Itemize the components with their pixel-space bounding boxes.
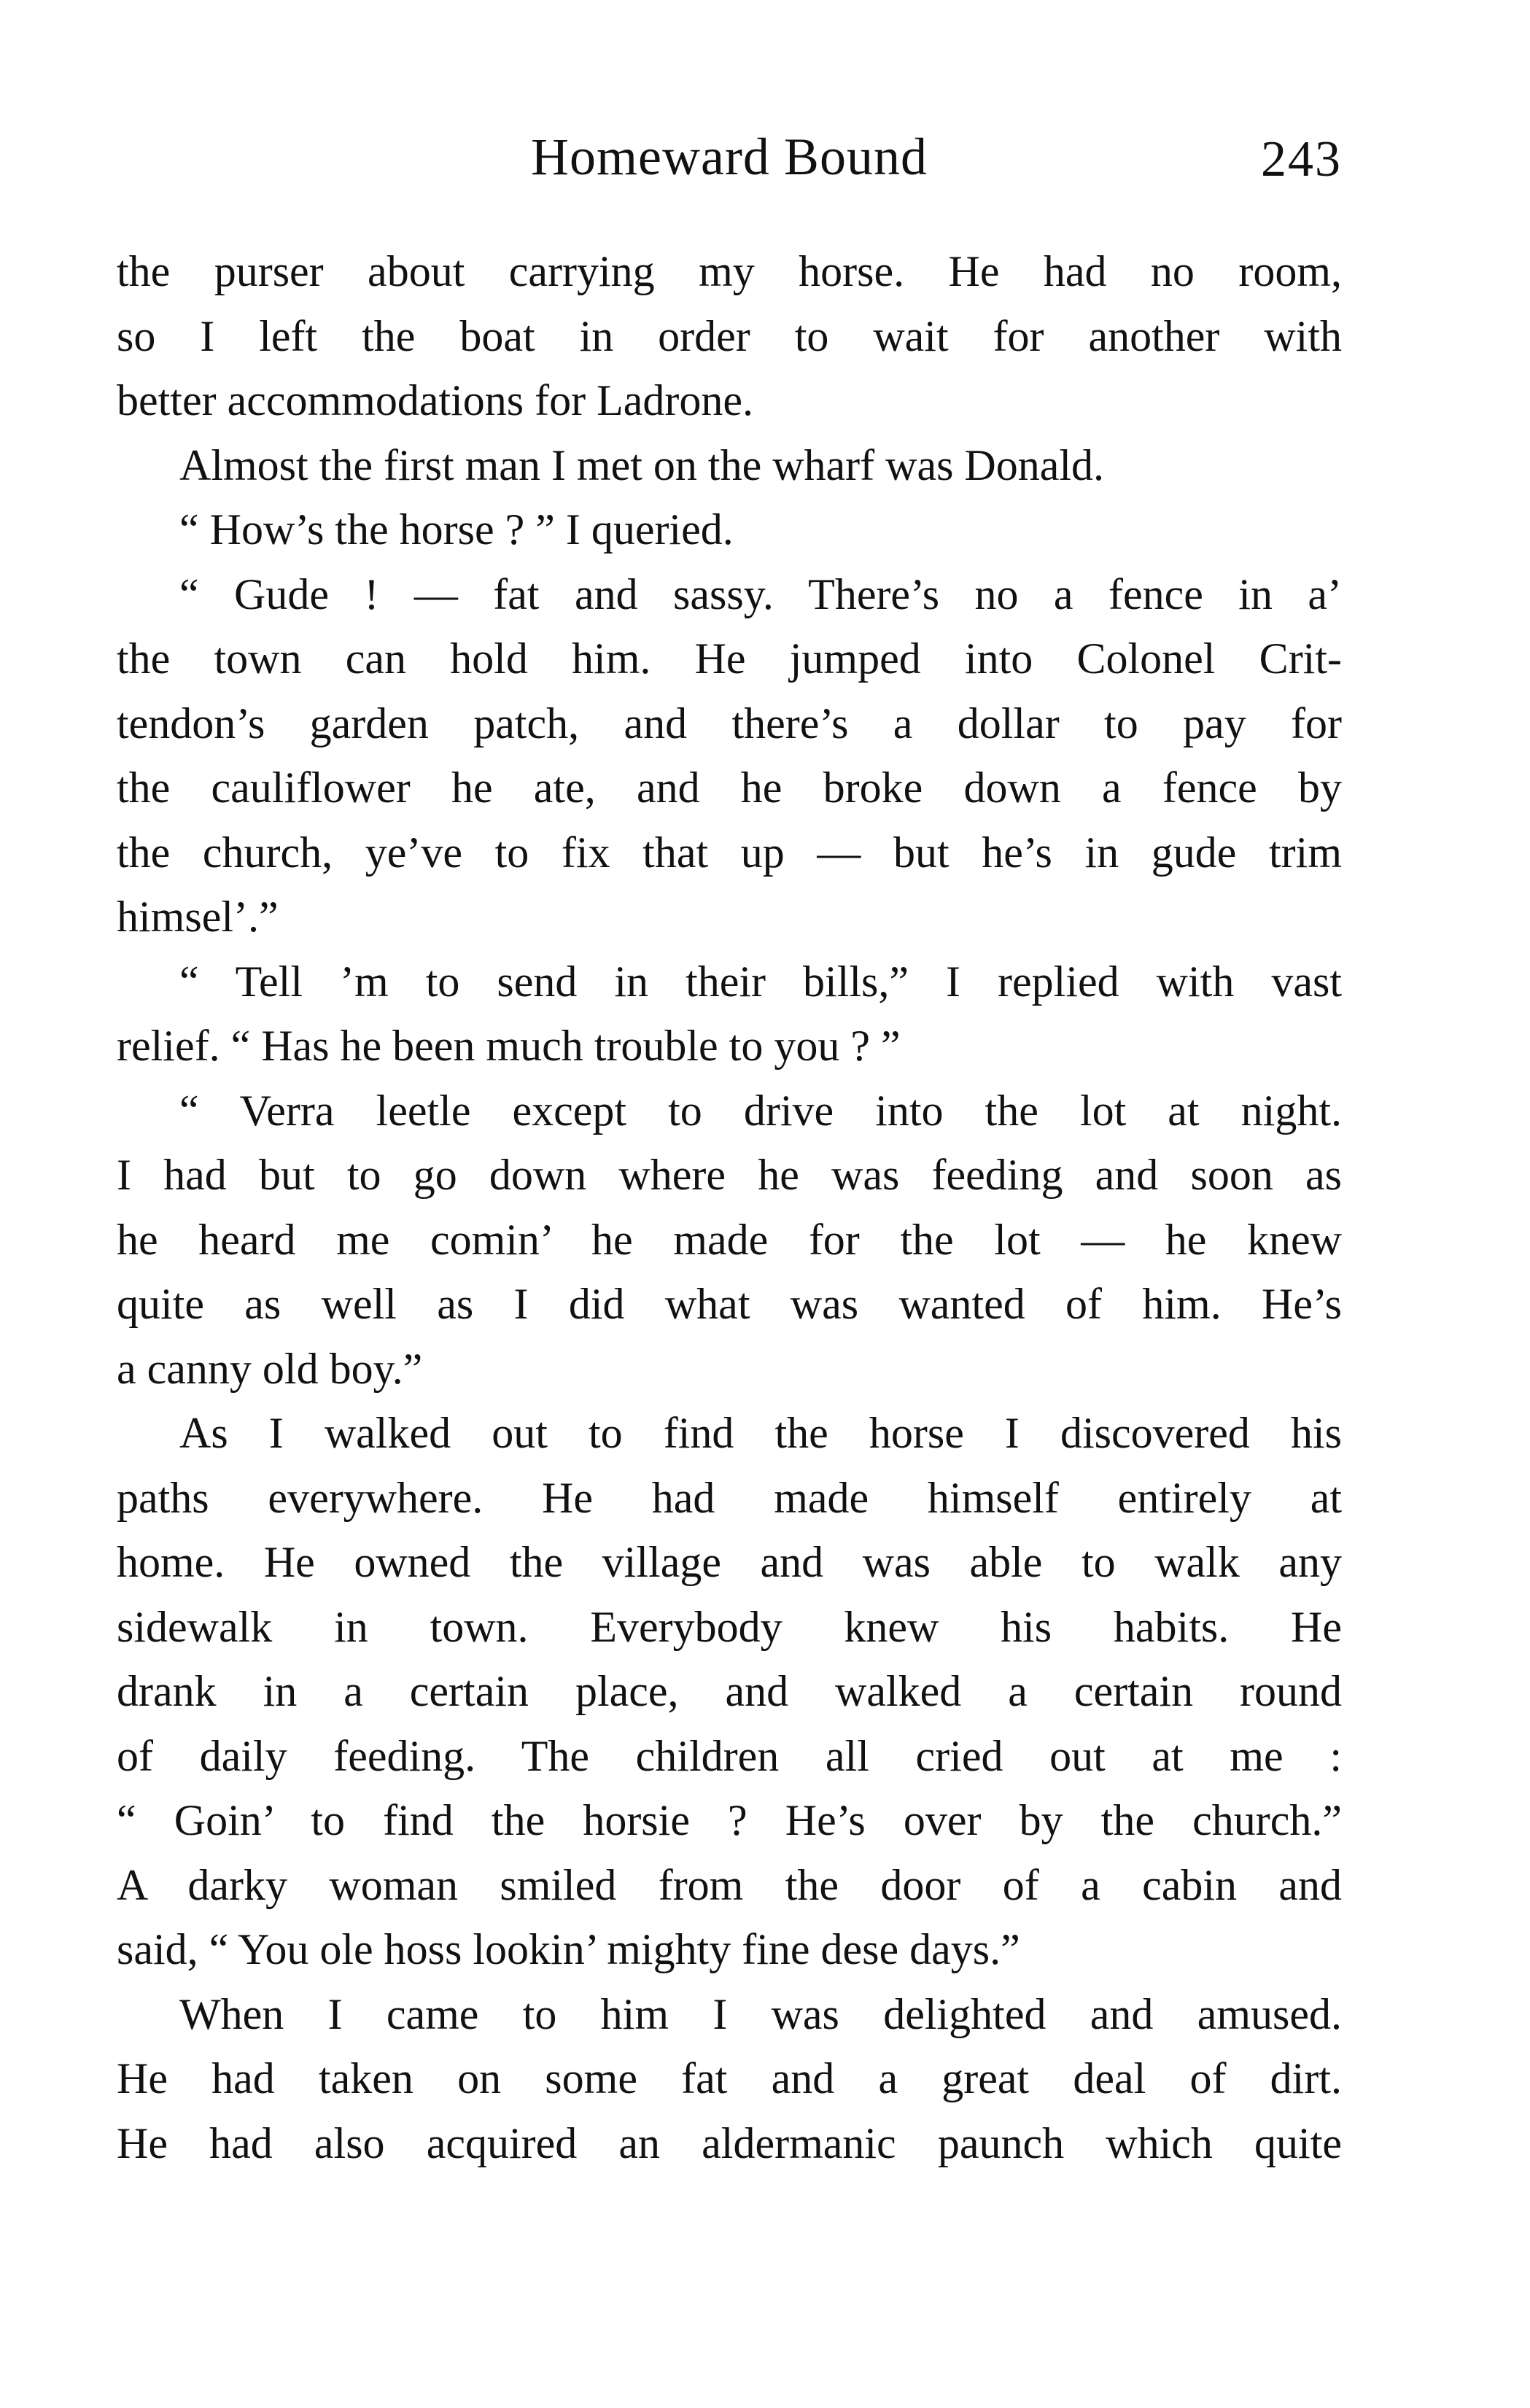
text-line: himsel’.” xyxy=(117,893,279,941)
text-line: the purser about carrying my horse. He had no room, xyxy=(117,247,1342,295)
text-line: He had also acquired an aldermanic paunch which quite xyxy=(117,2118,1342,2167)
page-number: 243 xyxy=(1261,131,1342,187)
text-line: paths everywhere. He had made himself entirely at xyxy=(117,1473,1342,1522)
text-line: Almost the first man I met on the wharf was Donald. xyxy=(179,440,1105,489)
text-line: the church, ye’ve to fix that up — but he’s in gude trim xyxy=(117,828,1342,877)
text-line: “ Goin’ to find the horsie ? He’s over by the church.” xyxy=(117,1796,1342,1844)
text-line: tendon’s garden patch, and there’s a dollar to pay for xyxy=(117,699,1342,747)
paragraph xyxy=(117,497,1342,562)
text-line: so I left the boat in order to wait for another with xyxy=(117,311,1342,360)
text-line: he heard me comin’ he made for the lot — he knew xyxy=(117,1215,1342,1264)
paragraph xyxy=(117,562,1342,949)
text-line: As I walked out to find the horse I discovered his xyxy=(179,1409,1342,1457)
text-line: “ Gude ! — fat and sassy. There’s no a fence in a’ xyxy=(179,570,1342,618)
text-line: the town can hold him. He jumped into Colonel Crit- xyxy=(117,634,1342,683)
text-line: said, “ You ole hoss lookin’ mighty fine dese days.” xyxy=(117,1925,1020,1973)
text-line: of daily feeding. The children all cried out at me : xyxy=(117,1731,1342,1780)
running-title: Homeward Bound xyxy=(531,128,928,186)
text-line: When I came to him I was delighted and amused. xyxy=(179,1989,1342,2038)
text-line: drank in a certain place, and walked a certain round xyxy=(117,1667,1342,1715)
text-line: quite as well as I did what was wanted of him. He’s xyxy=(117,1280,1342,1328)
text-line: a canny old boy.” xyxy=(117,1344,423,1393)
paragraph xyxy=(117,433,1342,498)
text-line: sidewalk in town. Everybody knew his habits. He xyxy=(117,1602,1342,1651)
text-line: “ How’s the horse ? ” I queried. xyxy=(179,505,734,554)
text-line: home. He owned the village and was able to walk any xyxy=(117,1538,1342,1586)
paragraph xyxy=(117,1401,1342,1982)
text-line: better accommodations for Ladrone. xyxy=(117,376,753,424)
text-line: He had taken on some fat and a great deal of dirt. xyxy=(117,2054,1342,2102)
paragraph xyxy=(117,239,1342,433)
running-head xyxy=(117,124,1342,190)
body-text xyxy=(117,239,1342,2175)
paragraph xyxy=(117,1982,1342,2176)
text-line: “ Verra leetle except to drive into the lot at night. xyxy=(179,1086,1342,1135)
text-line: the cauliflower he ate, and he broke down a fence by xyxy=(117,764,1342,812)
paragraph xyxy=(117,949,1342,1079)
text-line: I had but to go down where he was feeding and soon as xyxy=(117,1151,1342,1199)
text-line: A darky woman smiled from the door of a cabin and xyxy=(117,1860,1342,1909)
paragraph xyxy=(117,1079,1342,1402)
text-line: relief. “ Has he been much trouble to you ? ” xyxy=(117,1022,901,1070)
text-line: “ Tell ’m to send in their bills,” I replied with vast xyxy=(179,957,1342,1006)
